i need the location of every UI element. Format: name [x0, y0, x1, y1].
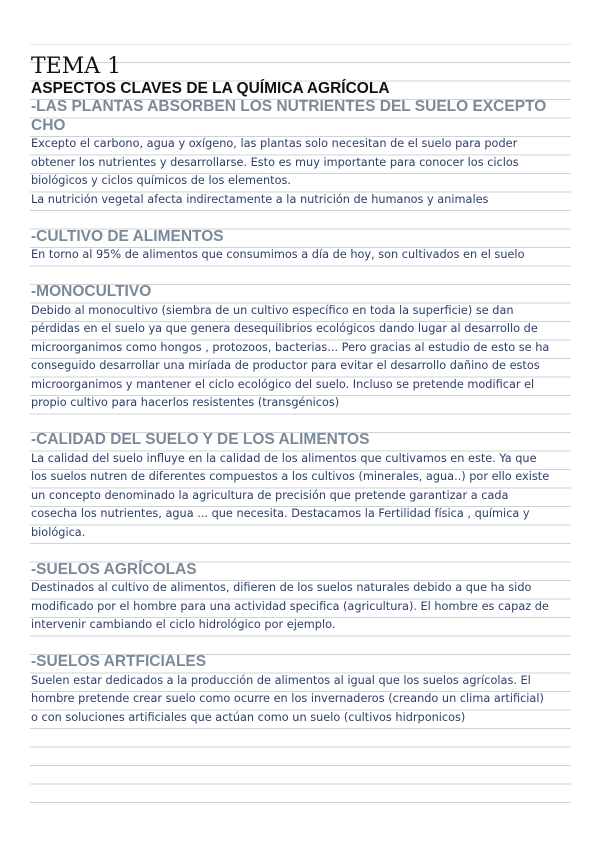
section-heading: -CALIDAD DEL SUELO Y DE LOS ALIMENTOS — [31, 431, 370, 448]
document-body — [31, 54, 571, 727]
section — [31, 561, 571, 635]
page-right-margin — [571, 0, 599, 848]
paragraph-line: propio cultivo para hacerlos resistentes (transgénicos) — [31, 396, 340, 409]
paragraph-line: biológica. — [31, 525, 86, 539]
document-subtitle: ASPECTOS CLAVES DE LA QUÍMICA AGRÍCOLA — [31, 80, 390, 97]
paragraph-line: Debido al monocultivo (siembra de un cultivo específico en toda la superficie) se dan — [31, 303, 514, 317]
section — [31, 228, 571, 265]
page-title: TEMA 1 — [31, 54, 122, 79]
section-spacer — [31, 635, 571, 654]
section-heading: -LAS PLANTAS ABSORBEN LOS NUTRIENTES DEL SUELO EXCEPTO CHO — [31, 98, 547, 134]
paragraph-line: microorganimos como hongos , protozoos, bacterias... Pero gracias al estudio de esto se ha — [31, 340, 550, 354]
section-heading: -CULTIVO DE ALIMENTOS — [31, 227, 224, 245]
section-spacer — [31, 542, 571, 561]
paragraph-line: modificado por el hombre para una actividad specifica (agricultura). El hombre es capaz de — [31, 599, 549, 613]
section-spacer — [31, 209, 571, 228]
section-spacer — [31, 413, 571, 432]
section — [31, 653, 571, 727]
paragraph-line: conseguido desarrollar una miríada de productor para evitar el desarrollo dañino de estos — [31, 359, 540, 372]
section-heading: -SUELOS AGRÍCOLAS — [31, 560, 197, 578]
paragraph-line: o con soluciones artificiales que actúan como un suelo (cultivos hidrponicos) — [31, 710, 466, 724]
section-heading: -SUELOS ARTFICIALES — [31, 653, 207, 670]
paragraph-line: un concepto denominado la agricultura de precisión que pretende garantizar a cada — [31, 488, 509, 502]
paragraph-line: microorganimos y mantener el ciclo ecológico del suelo. Incluso se pretende modificar el — [31, 377, 535, 391]
paragraph-line: La calidad del suelo influye en la calidad de los alimentos que cultivamos en este. Ya que — [31, 451, 537, 465]
paragraph-line: biológicos y ciclos químicos de los elementos. — [31, 174, 291, 187]
page-left-margin — [0, 0, 30, 848]
paragraph-line: Excepto el carbono, agua y oxígeno, las plantas solo necesitan de el suelo para poder — [31, 137, 518, 150]
page-top-margin — [0, 0, 599, 44]
paragraph-line: los suelos nutren de diferentes compuestos a los cultivos (minerales, agua..) por ello existe — [31, 470, 550, 483]
section-spacer — [31, 265, 571, 284]
paragraph-line: intervenir cambiando el ciclo hidrológico por ejemplo. — [31, 618, 336, 631]
sections-container — [31, 98, 571, 727]
section — [31, 98, 571, 209]
section-heading: -MONOCULTIVO — [31, 283, 152, 300]
section — [31, 283, 571, 413]
paragraph-line: obtener los nutrientes y desarrollarse. Esto es muy importante para conocer los ciclos — [31, 155, 519, 169]
paragraph-line: Destinados al cultivo de alimentos, difieren de los suelos naturales debido a que ha sido — [31, 581, 532, 594]
paragraph-line: En torno al 95% de alimentos que consumimos a día de hoy, son cultivados en el suelo — [31, 248, 525, 261]
paragraph-line: hombre pretende crear suelo como ocurre en los invernaderos (creando un clima artificial) — [31, 692, 544, 705]
page-bottom-margin — [0, 810, 599, 848]
paragraph-line: La nutrición vegetal afecta indirectamente a la nutrición de humanos y animales — [31, 192, 489, 206]
section — [31, 431, 571, 542]
paragraph-line: cosecha los nutrientes, agua ... que necesita. Destacamos la Fertilidad física , química y — [31, 507, 530, 520]
paragraph-line: pérdidas en el suelo ya que genera desequilibrios ecológicos dando lugar al desarrollo de — [31, 322, 538, 335]
paragraph-line: Suelen estar dedicados a la producción de alimentos al igual que los suelos agrícolas. El — [31, 673, 531, 687]
